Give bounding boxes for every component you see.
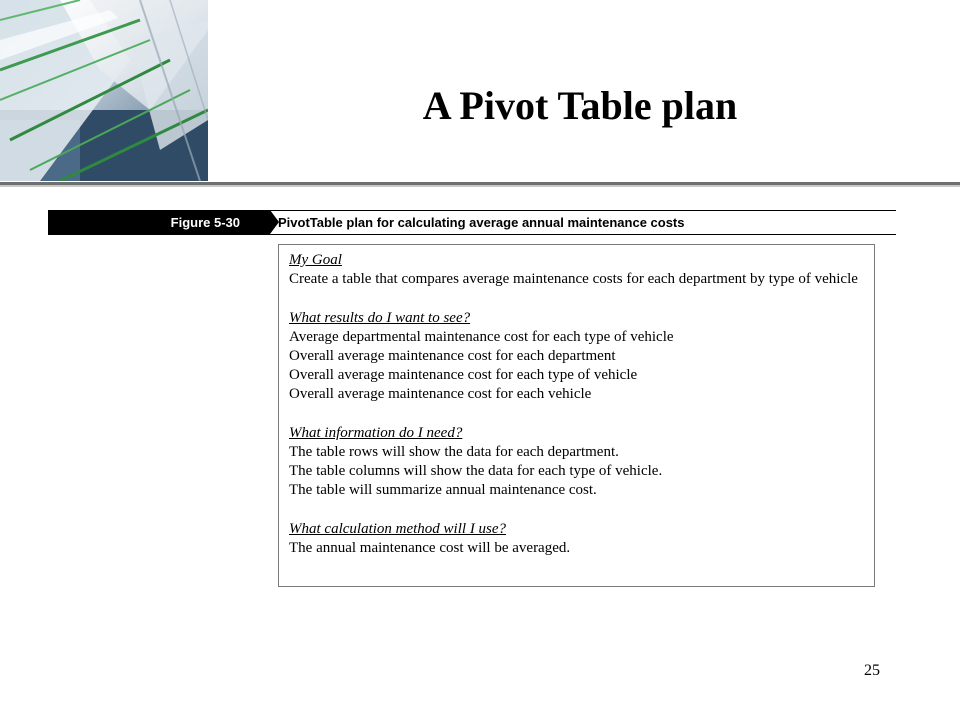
plan-line: Overall average maintenance cost for each type of vehicle: [289, 367, 638, 384]
plan-section-results: [289, 309, 864, 405]
plan-heading: What calculation method will I use?: [289, 520, 507, 537]
plan-line: Create a table that compares average maintenance costs for each department by type of vehicle: [289, 271, 858, 288]
plan-heading: What results do I want to see?: [289, 309, 471, 326]
plan-line: The annual maintenance cost will be averaged.: [289, 540, 571, 556]
plan-line: Overall average maintenance cost for each department: [289, 348, 616, 364]
slide-title: A Pivot Table plan: [422, 83, 738, 128]
figure-caption-bar: [48, 210, 896, 235]
plan-section-calculation: [289, 520, 864, 558]
plan-heading: What information do I need?: [289, 424, 463, 441]
plan-line: Average departmental maintenance cost for each type of vehicle: [289, 328, 674, 345]
page-number: 25: [864, 662, 880, 679]
plan-line: The table columns will show the data for each type of vehicle.: [289, 463, 663, 480]
plan-line: The table rows will show the data for each department.: [289, 444, 619, 460]
figure-caption: PivotTable plan for calculating average annual maintenance costs: [278, 215, 685, 230]
title-divider-shadow: [0, 185, 960, 187]
pivot-table-plan-box: [278, 244, 875, 587]
figure-label-box: [48, 210, 270, 235]
plan-heading: My Goal: [289, 252, 342, 268]
figure-label: Figure 5-30: [170, 215, 240, 230]
plan-section-information: [289, 424, 864, 501]
plan-line: The table will summarize annual maintenance cost.: [289, 482, 597, 499]
decorative-architecture-image: [0, 0, 208, 181]
plan-section-goal: [289, 251, 864, 289]
plan-line: Overall average maintenance cost for each vehicle: [289, 386, 592, 403]
